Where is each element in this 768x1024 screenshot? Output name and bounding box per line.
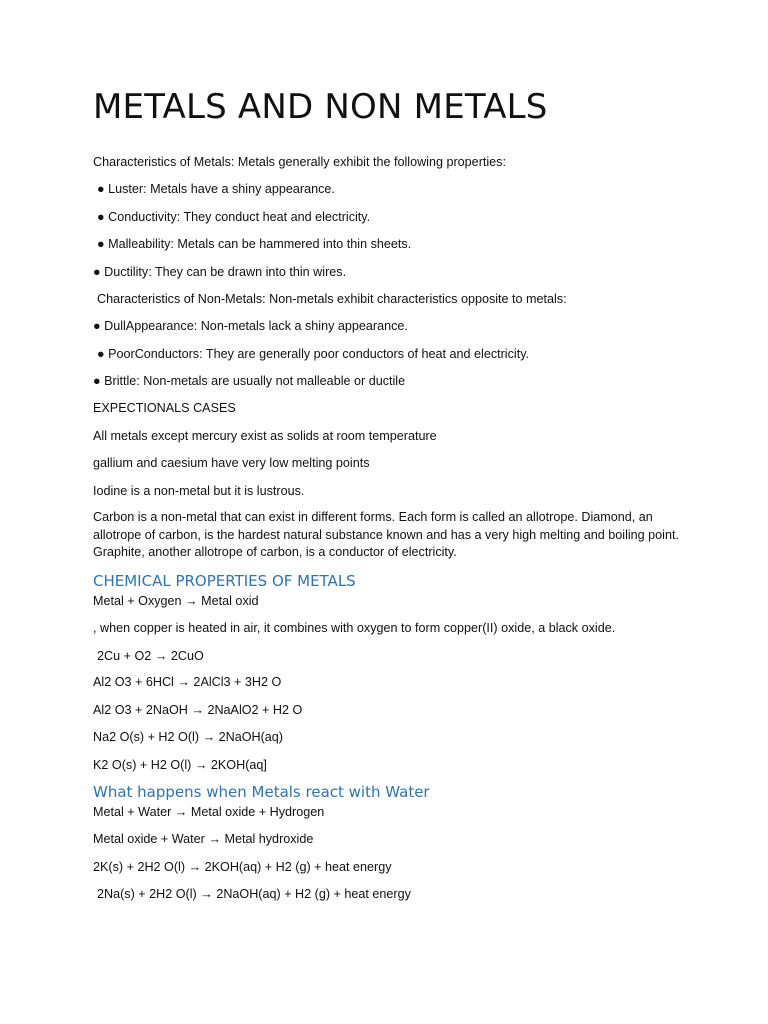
chem-line-k2o: K2 O(s) + H2 O(l) → 2KOH(aq] [93, 758, 267, 772]
chem-line-al2o3-hcl: Al2 O3 + 6HCl → 2AlCl3 + 3H2 O [93, 675, 282, 689]
chem-line-al2o3-naoh: Al2 O3 + 2NaOH → 2NaAlO2 + H2 O [93, 703, 303, 717]
water-line-oxide-water: Metal oxide + Water → Metal hydroxide [93, 832, 314, 846]
nonmetal-property-poor-conductors: ● PoorConductors: They are generally poor conductors of heat and electricity. [97, 347, 530, 361]
nonmetal-property-brittle: ● Brittle: Non-metals are usually not malleable or ductile [93, 374, 406, 388]
water-line-sodium: 2Na(s) + 2H2 O(l) → 2NaOH(aq) + H2 (g) + heat energy [97, 887, 411, 901]
page-title: METALS AND NON METALS [93, 87, 548, 127]
water-line-potassium: 2K(s) + 2H2 O(l) → 2KOH(aq) + H2 (g) + heat energy [93, 860, 392, 874]
water-line-metal-water: Metal + Water → Metal oxide + Hydrogen [93, 805, 325, 819]
metals-intro: Characteristics of Metals: Metals generally exhibit the following properties: [93, 155, 506, 169]
exception-mercury: All metals except mercury exist as solids at room temperature [93, 429, 437, 443]
metal-property-conductivity: ● Conductivity: They conduct heat and electricity. [97, 210, 371, 224]
metal-property-malleability: ● Malleability: Metals can be hammered into thin sheets. [97, 237, 412, 251]
exceptions-label: EXPECTIONALS CASES [93, 401, 236, 415]
chem-line-na2o: Na2 O(s) + H2 O(l) → 2NaOH(aq) [93, 730, 283, 744]
carbon-paragraph: Carbon is a non-metal that can exist in different forms. Each form is called an allotrope. Diamond, an allotrope of carbon, is the hardest natural substance known and has a very high melting and boiling point. Graphite, another allotrope of carbon, is a conductor of electricity. [93, 510, 679, 559]
nonmetals-intro: Characteristics of Non-Metals: Non-metals exhibit characteristics opposite to metals: [97, 292, 567, 306]
chem-line-cuo: 2Cu + O2 → 2CuO [97, 649, 204, 663]
chem-line-metal-oxygen: Metal + Oxygen → Metal oxid [93, 594, 259, 608]
nonmetal-property-dull: ● DullAppearance: Non-metals lack a shiny appearance. [93, 319, 408, 333]
metal-property-ductility: ● Ductility: They can be drawn into thin wires. [93, 265, 347, 279]
exception-gallium: gallium and caesium have very low melting points [93, 456, 370, 470]
chemical-properties-heading: CHEMICAL PROPERTIES OF METALS [93, 572, 356, 590]
exception-iodine: Iodine is a non-metal but it is lustrous. [93, 484, 305, 498]
water-reaction-heading: What happens when Metals react with Water [93, 783, 430, 801]
metal-property-luster: ● Luster: Metals have a shiny appearance. [97, 182, 335, 196]
chem-line-copper: , when copper is heated in air, it combines with oxygen to form copper(II) oxide, a black oxide. [93, 621, 616, 635]
